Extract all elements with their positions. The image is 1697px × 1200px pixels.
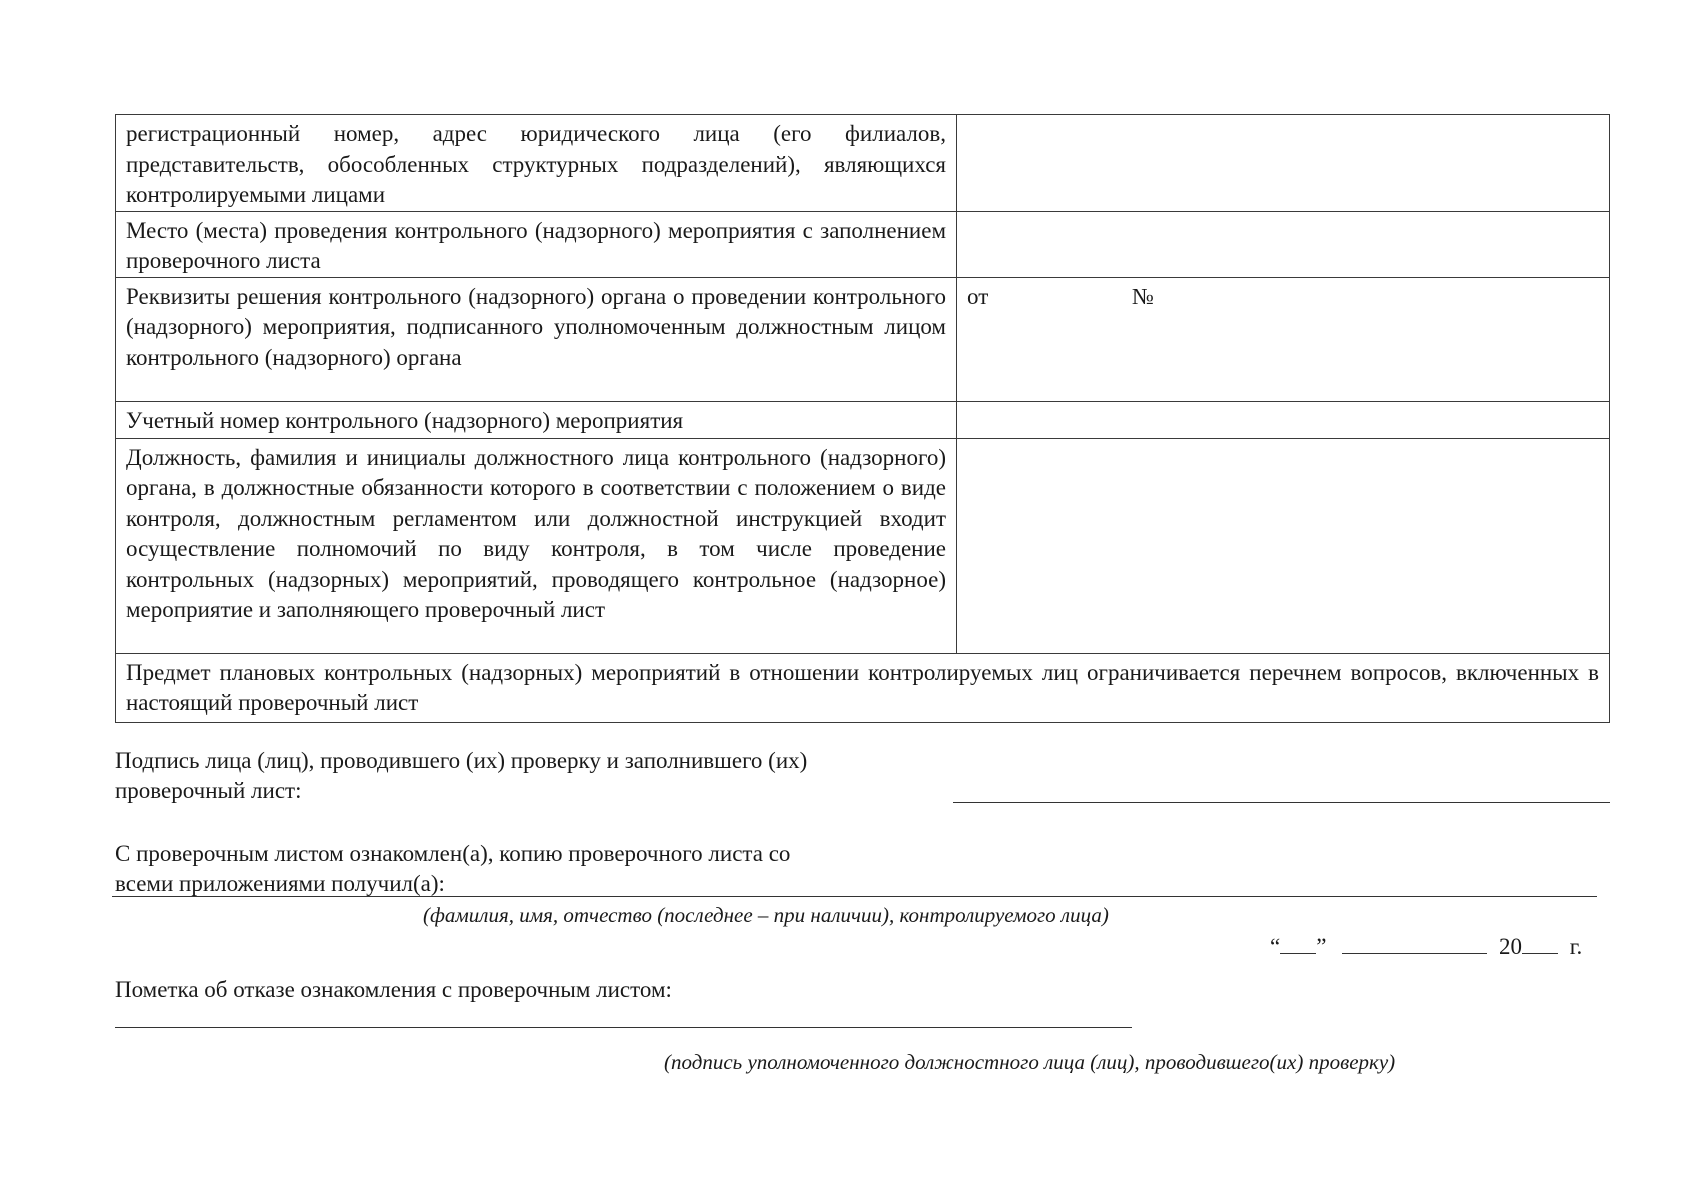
acquainted-signature-line[interactable] [112,896,1597,897]
refusal-label: Пометка об отказе ознакомления с проверочным листом: [115,977,672,1002]
table-row [116,277,1610,401]
table-row [116,211,1610,277]
table-row [116,401,1610,438]
row-value-place[interactable] [957,211,1610,277]
row-label-official: Должность, фамилия и инициалы должностного лица контрольного (надзорного) органа, в должностные обязанности которого в соответствии с положением о виде контроля, должностным регламентом или должностной инструкцией входит осуществление полномочий по виду контроля, в том числе проведение контрольных (надзорных) мероприятий, проводящего контрольное (надзорное) мероприятие и заполняющего проверочный лист [116,438,957,653]
inspector-signature-line[interactable] [953,802,1610,803]
row-label-registration-address: регистрационный номер, адрес юридического лица (его филиалов, представительств, обособленных структурных подразделений), являющихся контролируемыми лицами [116,115,957,212]
row-label-registration-number: Учетный номер контрольного (надзорного) мероприятия [116,401,957,438]
checklist-details-table [115,114,1610,723]
row-value-registration-address[interactable] [957,115,1610,212]
decision-date-label: от [967,283,989,309]
date-year-prefix: 20 [1498,934,1522,959]
date-close-quote: ” [1316,934,1327,959]
refusal-caption: (подпись уполномоченного должностного лица (лиц), проводившего(их) проверку) [664,1050,1396,1074]
row-value-official[interactable] [957,438,1610,653]
table-footer-note: Предмет плановых контрольных (надзорных) мероприятий в отношении контролируемых лиц ограничивается перечнем вопросов, включенных в настоящий проверочный лист [116,653,1610,722]
acquainted-label-line2: всеми приложениями получил(а): [115,871,445,896]
inspector-signature-label-line2: проверочный лист: [115,778,302,803]
date-field [1270,931,1582,962]
row-label-place: Место (места) проведения контрольного (надзорного) мероприятия с заполнением проверочного листа [116,211,957,277]
acquainted-caption: (фамилия, имя, отчество (последнее – при наличии), контролируемого лица) [423,903,1109,927]
inspector-signature-label [115,746,945,806]
inspector-signature-label-line1: Подпись лица (лиц), проводившего (их) проверку и заполнившего (их) [115,748,808,773]
date-year-blank[interactable] [1522,931,1558,954]
acquainted-label-line1: С проверочным листом ознакомлен(а), копию проверочного листа со [115,841,791,866]
row-label-decision-details: Реквизиты решения контрольного (надзорного) органа о проведении контрольного (надзорного) мероприятия, подписанного уполномоченным должностным лицом контрольного (надзорного) органа [116,277,957,401]
date-month-blank[interactable] [1342,931,1487,954]
date-open-quote: “ [1270,934,1281,959]
table-row [116,115,1610,212]
table-row [116,438,1610,653]
decision-number-label: № [1132,283,1154,309]
refusal-signature-line[interactable] [115,1027,1132,1028]
table-row [116,653,1610,722]
row-value-registration-number[interactable] [957,401,1610,438]
date-day-blank[interactable] [1280,931,1316,954]
date-suffix: г. [1569,934,1583,959]
row-value-decision-details[interactable] [957,277,1610,401]
acquainted-label [115,839,945,899]
